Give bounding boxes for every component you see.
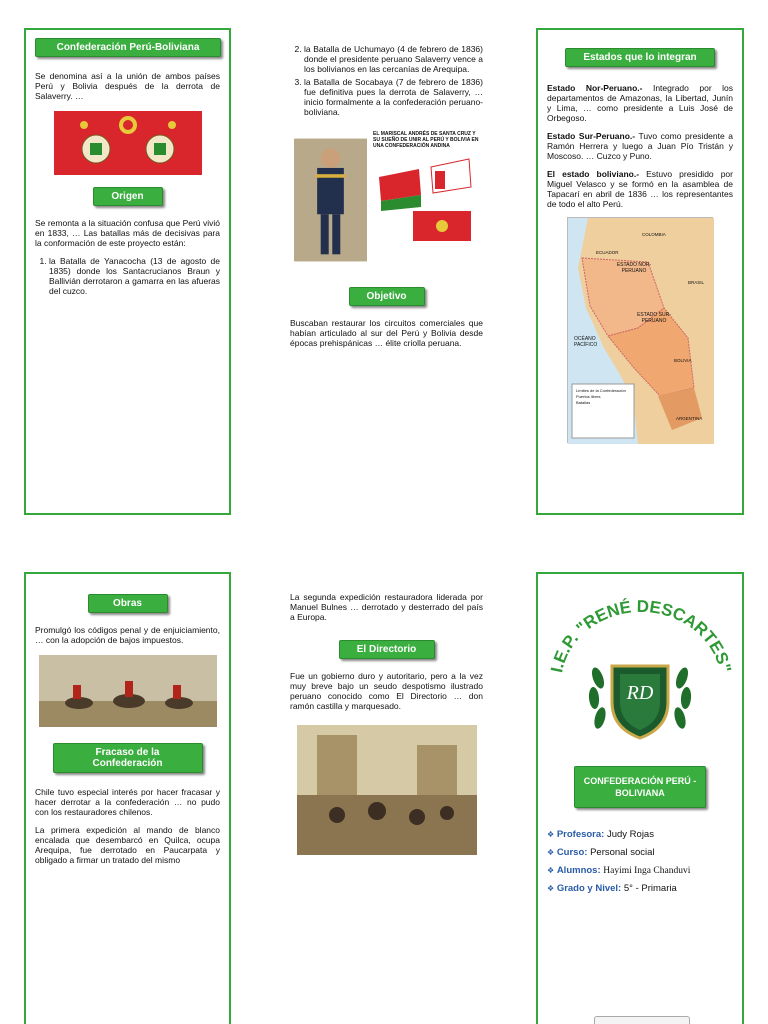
- map-label-sur: ESTADO SUR-PERUANO: [637, 312, 671, 324]
- directorio-paragraph: Fue un gobierno duro y autoritario, pero a la vez muy breve bajo un seudo despotismo ilustrado peruano conocido como El Directorio … don ramón castilla y marquesado.: [290, 671, 483, 711]
- section-title-obras: Obras: [88, 594, 168, 613]
- section-title-objetivo: Objetivo: [349, 287, 425, 306]
- battle-painting: [39, 655, 217, 727]
- flags-illustration: [373, 149, 483, 249]
- section-title-fracaso: Fracaso de la Confederación: [53, 743, 203, 773]
- section-title-origen: Origen: [93, 187, 163, 206]
- map-label-brasil: BRASIL: [688, 280, 705, 285]
- panel-portada: [536, 572, 744, 1024]
- grado-row: ❖ Grado y Nivel: 5° - Primaria: [547, 883, 677, 894]
- objetivo-paragraph: Buscaban restaurar los circuitos comerciales que habían articulado al sur del Perú y Bolivia desde épocas prehispánicas … élite criolla peruana.: [290, 318, 483, 348]
- portrait-illustration: [294, 131, 367, 269]
- battles-list-continued: [304, 44, 483, 117]
- intro-paragraph: Se denomina así a la unión de ambos países Perú y Bolivia después de la derrota de Salaverry. …: [35, 71, 220, 101]
- cover-details: [547, 826, 733, 898]
- map-label-norte: ESTADO NOR-PERUANO: [616, 262, 652, 274]
- origen-paragraph: Se remonta a la situación confusa que Perú vivió en 1833, … Las batallas más de decisivas para la conformación de este proyecto están:: [35, 218, 220, 248]
- section-title-confederacion: Confederación Perú-Boliviana: [35, 38, 221, 57]
- estado-nor-peruano: Estado Nor-Peruano.- Integrado por los departamentos de Amazonas, la Libertad, Junín y Lima, … como presidente a Luis José de Orbegoso.: [547, 83, 733, 123]
- svg-text:I.E.P. "RENÉ DESCARTES": I.E.P. "RENÉ DESCARTES": [547, 596, 735, 675]
- crest-monogram: RD: [626, 682, 654, 704]
- santa-cruz-image: [294, 131, 483, 271]
- profesora-row: ❖ Profesora: Judy Rojas: [547, 829, 654, 840]
- document-title: CONFEDERACIÓN PERÚ - BOLIVIANA: [574, 766, 706, 808]
- list-item: 1. la Batalla de Yanacocha (13 de agosto de 1835) donde los Santacrucianos Braun y Ballivián derrotaron a gamarra en las afueras del cuzco.: [49, 256, 220, 296]
- estado-sur-peruano: Estado Sur-Peruano.- Tuvo como presidente a Ramón Herrera y luego a Juan Pío Tristán y Moscoso. … Cuzco y Puno.: [547, 131, 734, 161]
- year-badge: [594, 1016, 690, 1024]
- list-item: 3. la Batalla de Socabaya (7 de febrero de 1836) fue definitiva pues la derrota de Salaverry, … inicio formalmente a la confederación peruano-boliviana.: [304, 77, 483, 117]
- panel-confederacion: [24, 28, 231, 515]
- alumnos-row: ❖ Alumnos: Hayimi Inga Chanduvi: [547, 865, 691, 876]
- estado-boliviano: El estado boliviano.- Estuvo presidido por Miguel Velasco y se formó en la asamblea de Tapacarí en abril de 1836 … los representantes de todo el alto Perú.: [547, 169, 733, 209]
- fracaso-paragraph-2: La primera expedición al mando de blanco encalada que desembarcó en Quilca, ocupa Arequipa, fue derrotado en Paucarpata y obligado a firmar un tratado del mismo: [35, 825, 220, 865]
- curso-row: ❖ Curso: Personal social: [547, 847, 655, 858]
- panel-batallas-objetivo: [279, 28, 494, 515]
- school-crest: [580, 648, 700, 744]
- panel-directorio: [279, 572, 494, 1024]
- map-label-oceano: OCÉANO PACÍFICO: [574, 336, 598, 348]
- battles-list-start: [49, 256, 220, 296]
- directorio-painting: [297, 725, 477, 855]
- segunda-expedicion-paragraph: La segunda expedición restauradora liderada por Manuel Bulnes … derrotado y desterrado del país a Europa.: [290, 592, 483, 622]
- fracaso-paragraph-1: Chile tuvo especial interés por hacer fracasar y hacer derrotar a la confederación … no pudo con los restauradores chilenos.: [35, 787, 220, 817]
- map-label-bolivia: BOLIVIA: [674, 358, 692, 363]
- map-label-colombia: COLOMBIA: [642, 232, 666, 237]
- map-label-ecuador: ECUADOR: [596, 250, 619, 255]
- map-legend: Límites de la Confederación Puertos libres Batallas: [576, 388, 626, 405]
- image-caption: EL MARISCAL ANDRÉS DE SANTA CRUZ Y SU SUEÑO DE UNIR AL PERÚ Y BOLIVIA EN UNA CONFEDERACIÓN ANDINA: [373, 131, 479, 149]
- flag-image: [54, 111, 202, 175]
- obras-paragraph: Promulgó los códigos penal y de enjuiciamiento, … con la adopción de bajos impuestos.: [35, 625, 220, 645]
- panel-obras-fracaso: [24, 572, 231, 1024]
- section-title-directorio: El Directorio: [339, 640, 435, 659]
- list-item: 2. la Batalla de Uchumayo (4 de febrero de 1836) donde el presidente peruano Salaverry vence a los bolivianos en las cercanías de Arequipa.: [304, 44, 483, 74]
- section-title-estados: Estados que lo integran: [565, 48, 715, 67]
- confederation-map: [567, 217, 713, 443]
- panel-estados: [536, 28, 744, 515]
- map-label-argentina: ARGENTINA: [676, 416, 703, 421]
